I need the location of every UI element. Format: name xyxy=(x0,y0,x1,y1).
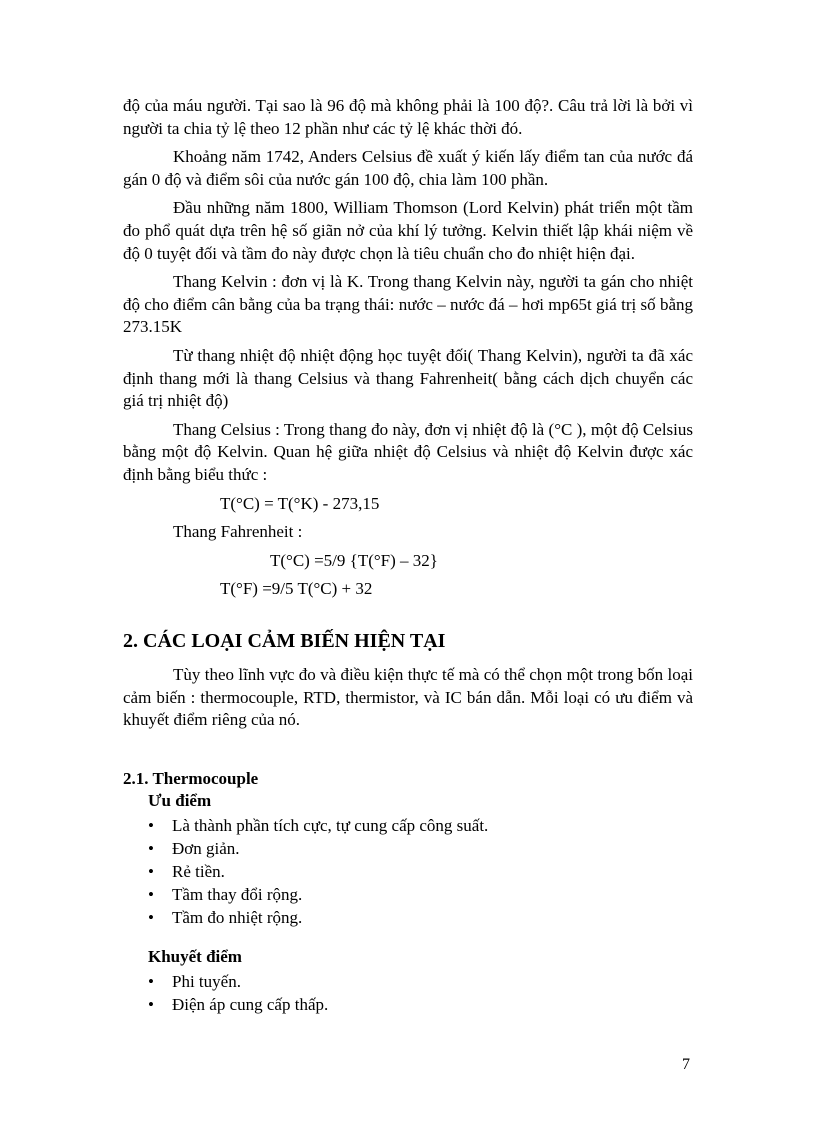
bullet-icon: • xyxy=(148,908,154,927)
bullet-icon: • xyxy=(148,995,154,1014)
list-item-text: Điện áp cung cấp thấp. xyxy=(172,995,329,1014)
subsection-title: 2.1. Thermocouple xyxy=(123,769,259,788)
list-item xyxy=(148,814,488,837)
bullet-icon: • xyxy=(148,885,154,904)
advantages-list xyxy=(148,814,488,929)
bullet-icon: • xyxy=(148,839,154,858)
body-text xyxy=(123,95,693,607)
fahrenheit-label: Thang Fahrenheit : xyxy=(173,522,303,542)
disadvantages-list xyxy=(148,970,328,1016)
formula-celsius-kelvin: T(°C) = T(°K) - 273,15 xyxy=(220,493,380,513)
list-item xyxy=(148,860,488,883)
list-item-text: Phi tuyến. xyxy=(172,972,241,991)
list-item-text: Rẻ tiền. xyxy=(172,862,225,881)
page-number: 7 xyxy=(682,1056,690,1073)
bullet-icon: • xyxy=(148,816,154,835)
paragraph: Thang Celsius : Trong thang đo này, đơn vị nhiệt độ là (°C ), một độ Celsius bằng một độ Kelvin. Quan hệ giữa nhiệt độ Celsius và nhiệt độ Kelvin được xác định bằng biểu thức : xyxy=(123,419,693,484)
list-item-text: Tầm thay đổi rộng. xyxy=(172,885,303,904)
list-item xyxy=(148,970,328,993)
bullet-icon: • xyxy=(148,862,154,881)
list-item xyxy=(148,906,488,929)
paragraph: Từ thang nhiệt độ nhiệt động học tuyệt đối( Thang Kelvin), người ta đã xác định thang mới là thang Celsius và thang Fahrenheit( bằng cách dịch chuyển các giá trị nhiệt độ) xyxy=(123,345,693,411)
disadvantages-title: Khuyết điểm xyxy=(148,947,242,966)
list-item-text: Đơn giản. xyxy=(172,839,240,858)
formula-celsius-fahrenheit: T(°C) =5/9 {T(°F) – 32} xyxy=(270,550,438,570)
paragraph: Thang Kelvin : đơn vị là K. Trong thang Kelvin này, người ta gán cho nhiệt độ cho điểm cân bằng của ba trạng thái: nước – nước đá – hơi mp65t giá trị số bằng 273.15K xyxy=(123,272,693,337)
bullet-icon: • xyxy=(148,972,154,991)
list-item-text: Là thành phần tích cực, tự cung cấp công suất. xyxy=(172,816,489,835)
formula-fahrenheit-celsius: T(°F) =9/5 T(°C) + 32 xyxy=(220,579,373,599)
advantages-title: Ưu điểm xyxy=(148,791,212,810)
section-intro: Tùy theo lĩnh vực đo và điều kiện thực tế mà có thể chọn một trong bốn loại cảm biến : thermocouple, RTD, thermistor, và IC bán dẫn. Mỗi loại có ưu điểm và khuyết điểm riêng của nó. xyxy=(123,665,693,730)
list-item xyxy=(148,837,488,860)
paragraph: Đầu những năm 1800, William Thomson (Lord Kelvin) phát triển một tầm đo phổ quát dựa trên hệ số giãn nở của khí lý tưởng. Kelvin thiết lập khái niệm về độ 0 tuyệt đối và tầm đo này được chọn là tiêu chuẩn cho đo nhiệt hiện đại. xyxy=(123,198,693,263)
section-title: 2. CÁC LOẠI CẢM BIẾN HIỆN TẠI xyxy=(123,630,446,652)
paragraph: độ của máu người. Tại sao là 96 độ mà không phải là 100 độ?. Câu trả lời là bởi vì người ta chia tỷ lệ theo 12 phần như các tỷ lệ khác thời đó. xyxy=(123,96,693,138)
list-item xyxy=(148,883,488,906)
paragraph: Khoảng năm 1742, Anders Celsius đề xuất ý kiến lấy điểm tan của nước đá gán 0 độ và điểm sôi của nước gán 100 độ, chia làm 100 phần. xyxy=(123,147,693,189)
list-item-text: Tầm đo nhiệt rộng. xyxy=(172,908,303,927)
list-item xyxy=(148,993,328,1016)
